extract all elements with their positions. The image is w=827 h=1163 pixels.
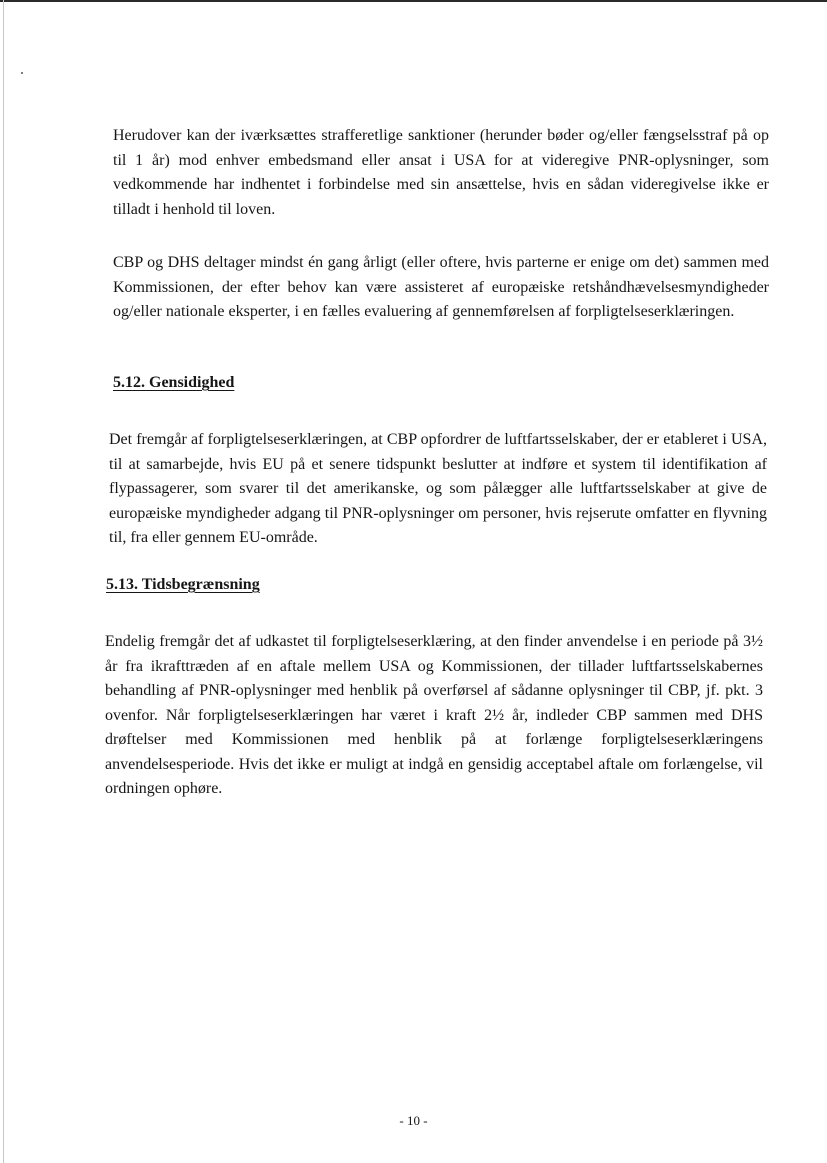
paragraph-joint-evaluation: CBP og DHS deltager mindst én gang årligt (eller oftere, hvis parterne er enige om det) sammen med Kommissionen, der efter behov kan være assisteret af europæiske retshåndhævelsesmyndigheder og/eller nationale eksperter, i en fælles evaluering af gennemførelsen af forpligtelseserklæringen. <box>113 254 769 320</box>
heading-time-limit: 5.13. Tidsbegrænsning <box>106 576 260 593</box>
top-rule <box>0 0 827 2</box>
paragraph-sanctions: Herudover kan der iværksættes strafferetlige sanktioner (herunder bøder og/eller fængselsstraf på op til 1 år) mod enhver embedsmand eller ansat i USA for at videregive PNR-oplysninger, som vedkommende har indhentet i forbindelse med sin ansættelse, hvis en sådan videregivelse ikke er tilladt i henhold til loven. <box>113 127 769 218</box>
heading-reciprocity: 5.12. Gensidighed <box>113 374 235 391</box>
scan-speck <box>21 72 23 74</box>
paragraph-reciprocity: Det fremgår af forpligtelseserklæringen, at CBP opfordrer de luftfartsselskaber, der er etableret i USA, til at samarbejde, hvis EU på et senere tidspunkt beslutter at indføre et system til identifikation af flypassagerer, som svarer til det amerikanske, og som pålægger alle luftfartsselskaber at give de europæiske myndigheder adgang til PNR-oplysninger om personer, hvis rejserute omfatter en flyvning til, fra eller gennem EU-område. <box>109 431 767 546</box>
left-margin-rule <box>3 0 4 1163</box>
page-number: - 10 - <box>399 1113 428 1128</box>
paragraph-time-limit: Endelig fremgår det af udkastet til forpligtelseserklæring, at den finder anvendelse i en periode på 3½ år fra ikrafttræden af en aftale mellem USA og Kommissionen, der tillader luftfartsselskabernes behandling af PNR-oplysninger med henblik på overførsel af sådanne oplysninger til CBP, jf. pkt. 3 ovenfor. Når forpligtelseserklæringen har været i kraft 2½ år, indleder CBP sammen med DHS drøftelser med Kommissionen med henblik på at forlænge forpligtelseserklæringens anvendelsesperiode. Hvis det ikke er muligt at indgå en gensidig acceptabel aftale om forlængelse, vil ordningen ophøre. <box>105 633 763 797</box>
